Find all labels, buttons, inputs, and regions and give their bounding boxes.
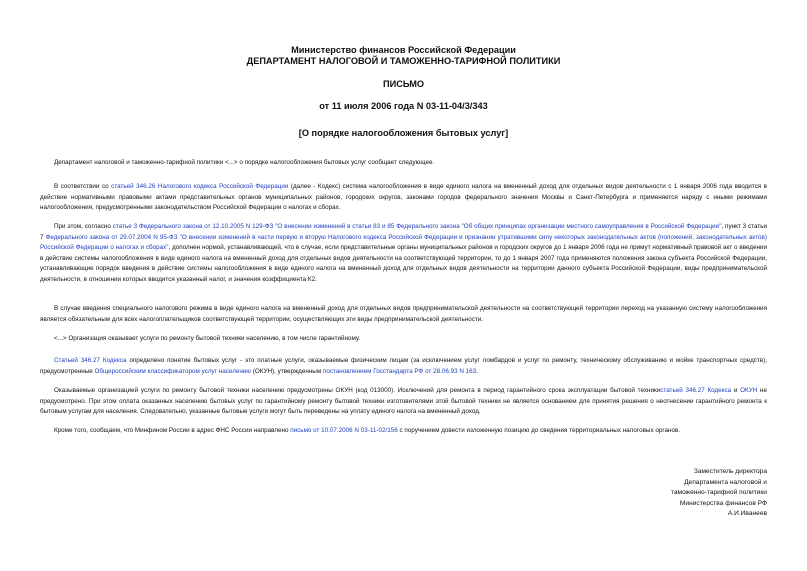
- paragraph-text: При этом, согласно: [54, 223, 113, 230]
- document-type: ПИСЬМО: [382, 79, 425, 89]
- link-okun[interactable]: Общероссийским классификатором услуг населению: [94, 367, 252, 375]
- paragraph-text: с поручением довести изложенную позицию до сведения территориальных налоговых органов.: [397, 427, 681, 434]
- paragraph-text: (ОКУН), утвержденным: [251, 367, 323, 375]
- paragraph-legal-basis: [40, 182, 767, 214]
- signature-ministry: Министерства финансов РФ: [679, 499, 767, 507]
- paragraph-household-services: [40, 356, 767, 377]
- paragraph-text: (далее - Кодекс) система налогообложения в виде единого налога на вмененный доход для отдельных видов деятельности с 1 января 2006 года вводится в действие нормативными правовыми актами представительных органов муниципальных районов, городских округов, законами городов федерального значения Москвы и Санкт-Петербурга и применяется наряду с иными режимами налогообложения, предусмотренными законодательством Российской Федерации о налогах и сборах.: [40, 183, 767, 211]
- paragraph-federal-laws: [40, 222, 767, 285]
- signature-name: А.И.Иванеев: [727, 510, 767, 517]
- link-law-95-fz[interactable]: Федерального закона от 29.07.2004 N 95-ФЗ "О внесении изменений в части первую и вторую Налогового кодекса Российской Федерации и признании утратившими силу некоторых законодательных актов (положений, законодательных актов) Российской Федерации о налогах и сборах": [40, 233, 767, 251]
- department-title: ДЕПАРТАМЕНТ НАЛОГОВОЙ И ТАМОЖЕННО-ТАРИФНОЙ ПОЛИТИКИ: [246, 56, 561, 66]
- signature-block: [567, 467, 767, 520]
- paragraph-text: Оказываемые организацией услуги по ремонту бытовой техники населению предусмотрены ОКУН (код 013000). Исключений для ремонта в период гарантийного срока эксплуатации бытовой техники: [54, 387, 661, 394]
- document-subject: [О порядке налогообложения бытовых услуг]: [298, 128, 509, 138]
- signature-department-cont: таможенно-тарифной политики: [670, 489, 767, 496]
- signature-position: Заместитель директора: [693, 468, 767, 475]
- paragraph-text: .: [476, 367, 478, 375]
- document-date-number: от 11 июля 2006 года N 03-11-04/3/343: [319, 101, 488, 111]
- link-letter-03-11-02-156[interactable]: письмо от 10.07.2006 N 03-11-02/156: [290, 427, 398, 434]
- signature-department: Департамента налоговой и: [684, 478, 767, 486]
- ministry-title: Министерство финансов Российской Федерации: [291, 45, 516, 55]
- paragraph-special-regime: В случае введения специального налогового режима в виде единого налога на вмененный доход для отдельных видов предпринимательской деятельности на соответствующей территории переход на указанную систему налогообложения является обязательным для всех налогоплательщиков соответствующей территории, осуществляющих эти виды предпринимательской деятельности.: [40, 305, 767, 323]
- paragraph-text: не предусмотрено. При этом оплата оказанных населению бытовых услуг по гарантийному ремонту бытовой техники изготовителями этой бытовой техники не является основанием для принятия решения о неотнесении гарантийного ремонта к бытовым услугам для населения. Следовательно, указанные бытовые услуги могут быть переведены на уплату единого налога на вмененный доход.: [40, 387, 767, 415]
- paragraph-text: , дополнен нормой, устанавливающей, что в случае, если представительные органы муниципальных районов и городских округов до 1 января 2006 года не примут нормативный правовой акт о введении в действие системы налогообложения в виде единого налога на вмененный доход для отдельных видов деятельности на соответствующей территории, то до 1 января 2007 года применяются положения закона субъекта Российской Федерации, устанавливающие порядок введения в действие системы налогообложения в виде единого налога на вмененный доход для отдельных видов деятельности на территории данного субъекта Российской Федерации, виды предпринимательской деятельности, в отношении которых вводится указанный налог, и значения коэффициента К2.: [40, 244, 767, 283]
- paragraph-conclusion: [40, 426, 767, 437]
- paragraph-intro: Департамент налоговой и таможенно-тарифной политики <...> о порядке налогообложения бытовых услуг сообщает следующее.: [54, 159, 435, 166]
- paragraph-text: В соответствии со: [54, 183, 112, 190]
- paragraph-organization: <...> Организация оказывает услуги по ремонту бытовой техники населению, в том числе гарантийному.: [54, 335, 361, 342]
- link-okun-second[interactable]: ОКУН: [740, 387, 758, 394]
- paragraph-text: Кроме того, сообщаем, что Минфином России в адрес ФНС России направлено: [54, 427, 291, 434]
- link-law-129-fz[interactable]: статье 3 Федерального закона от 12.10.2005 N 129-ФЗ "О внесении изменений в статьи 83 и 85 Федерального закона "Об общих принципах организации местного самоуправления в Российской Федерации": [112, 223, 722, 230]
- paragraph-repair-services: [40, 386, 767, 418]
- link-article-346-26[interactable]: статьей 346.26 Налогового кодекса Российской Федерации: [111, 183, 289, 190]
- link-article-346-27[interactable]: Статьей 346.27 Кодекса: [54, 357, 127, 364]
- link-gosstandart-resolution[interactable]: постановлением Госстандарта РФ от 28.06.93 N 163: [322, 367, 477, 375]
- link-article-346-27-second[interactable]: статьей 346.27 Кодекса: [660, 387, 732, 394]
- paragraph-text: определено понятие бытовых услуг - это платные услуги, оказываемые физическим лицам (за исключением услуг ломбардов и услуг по ремонту, техническому обслуживанию и мойке транспортных средств), предусмотренные: [40, 357, 767, 375]
- paragraph-text: , пункт 3 статьи 7: [40, 223, 767, 241]
- paragraph-text: и: [731, 387, 741, 394]
